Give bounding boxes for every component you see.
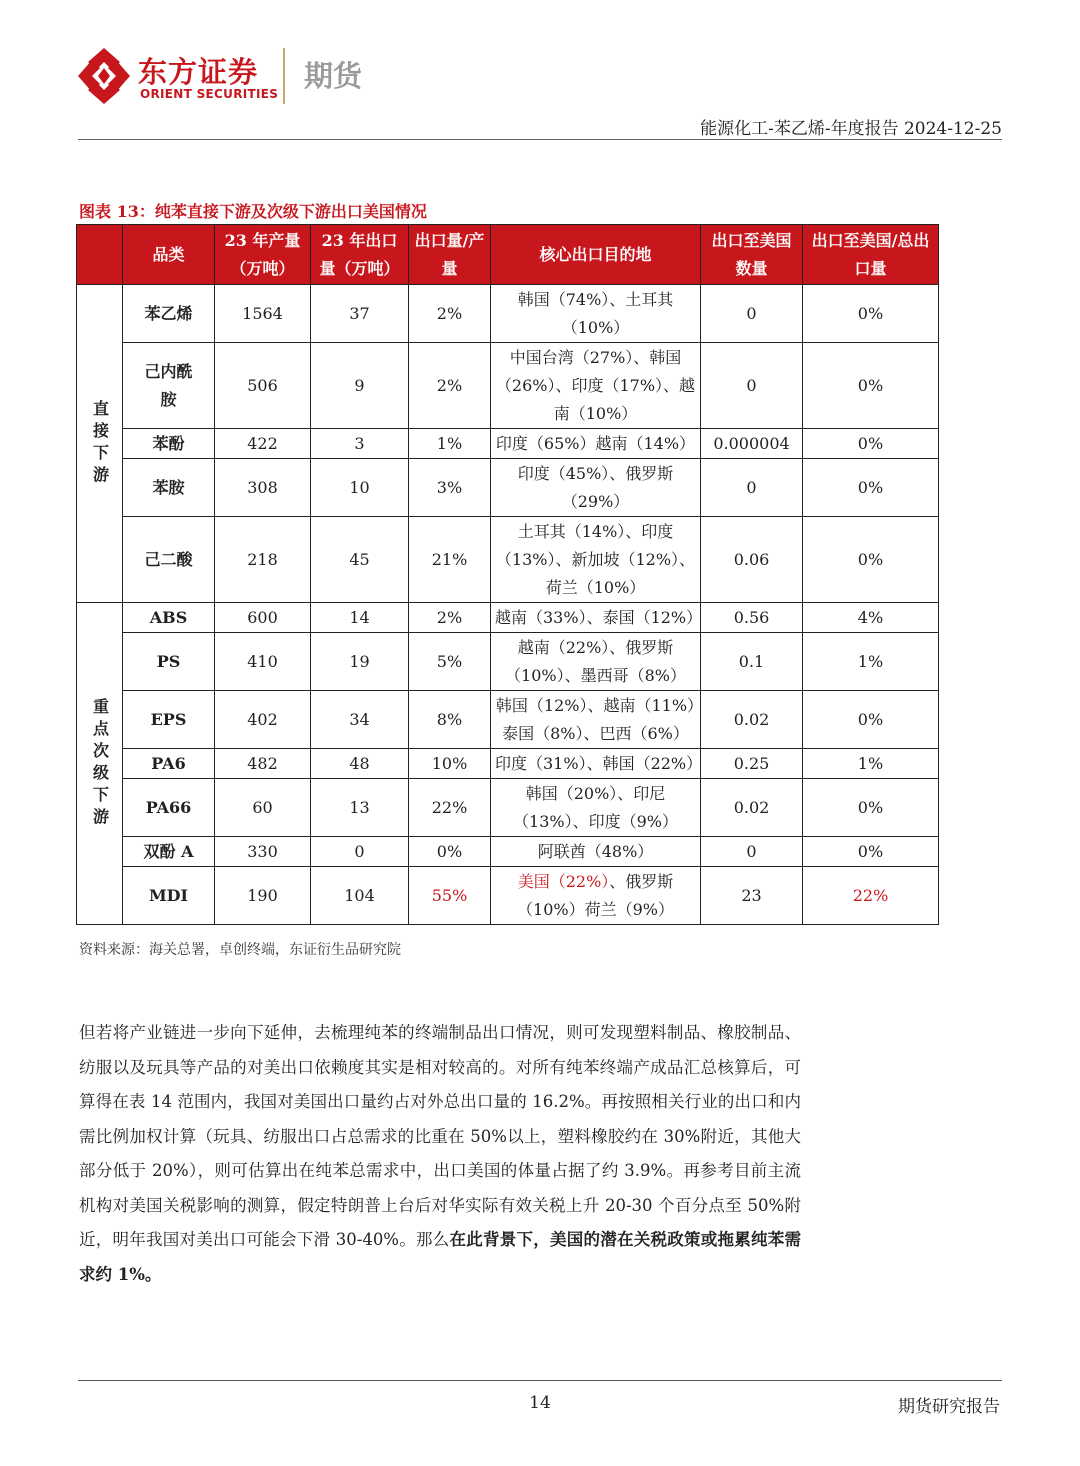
- export-cell: 45: [311, 517, 409, 603]
- header-group-cell: [77, 225, 123, 285]
- us-share-cell: 0%: [803, 837, 939, 867]
- destination-highlight: 美国（22%）: [517, 871, 610, 891]
- us-quantity-cell: 0.02: [701, 779, 803, 837]
- table-row: [77, 603, 939, 633]
- ratio-cell: 1%: [409, 429, 491, 459]
- export-table: [76, 224, 939, 925]
- ratio-cell: 10%: [409, 749, 491, 779]
- production-cell: 600: [215, 603, 311, 633]
- table-row: [77, 633, 939, 691]
- footer-divider: [78, 1380, 1002, 1381]
- footer-label: 期货研究报告: [898, 1397, 1000, 1417]
- us-quantity-cell: 0: [701, 459, 803, 517]
- us-share-cell: 22%: [803, 867, 939, 925]
- body-text-bold: 在此背景下，美国的潜在关税政策或拖累纯苯需求约 1%。: [79, 1230, 801, 1284]
- production-cell: 482: [215, 749, 311, 779]
- export-cell: 34: [311, 691, 409, 749]
- us-quantity-cell: 0: [701, 343, 803, 429]
- column-header: 出口至美国/总出口量: [803, 225, 939, 285]
- table-row: [77, 867, 939, 925]
- category-cell: PS: [123, 633, 215, 691]
- export-cell: 3: [311, 429, 409, 459]
- category-cell: MDI: [123, 867, 215, 925]
- category-cell: 苯胺: [123, 459, 215, 517]
- ratio-cell: 2%: [409, 603, 491, 633]
- destination-cell: 韩国（74%）、土耳其（10%）: [491, 285, 701, 343]
- table-header-row: [77, 225, 939, 285]
- table-row: [77, 749, 939, 779]
- us-quantity-cell: 0.000004: [701, 429, 803, 459]
- us-share-cell: 0%: [803, 459, 939, 517]
- category-cell: EPS: [123, 691, 215, 749]
- export-cell: 9: [311, 343, 409, 429]
- ratio-cell: 2%: [409, 285, 491, 343]
- ratio-cell: 3%: [409, 459, 491, 517]
- us-quantity-cell: 0: [701, 837, 803, 867]
- production-cell: 1564: [215, 285, 311, 343]
- production-cell: 60: [215, 779, 311, 837]
- export-cell: 10: [311, 459, 409, 517]
- brand-name-en: ORIENT SECURITIES: [140, 87, 279, 101]
- us-quantity-cell: 0.02: [701, 691, 803, 749]
- category-cell: PA66: [123, 779, 215, 837]
- destination-cell: 韩国（12%）、越南（11%）泰国（8%）、巴西（6%）: [491, 691, 701, 749]
- category-cell: 双酚 A: [123, 837, 215, 867]
- orient-securities-logo-icon: [78, 48, 130, 104]
- logo-divider: [283, 48, 285, 104]
- table-source: 资料来源：海关总署，卓创终端，东证衍生品研究院: [79, 942, 401, 958]
- production-cell: 218: [215, 517, 311, 603]
- destination-cell: 阿联酋（48%）: [491, 837, 701, 867]
- export-cell: 104: [311, 867, 409, 925]
- column-header: 出口至美国数量: [701, 225, 803, 285]
- table-row: [77, 691, 939, 749]
- us-share-cell: 0%: [803, 691, 939, 749]
- column-header: 核心出口目的地: [491, 225, 701, 285]
- column-header: 23 年产量（万吨）: [215, 225, 311, 285]
- production-cell: 422: [215, 429, 311, 459]
- category-cell: 己二酸: [123, 517, 215, 603]
- ratio-cell: 22%: [409, 779, 491, 837]
- us-share-cell: 0%: [803, 285, 939, 343]
- figure-title: 图表 13：纯苯直接下游及次级下游出口美国情况: [79, 202, 427, 221]
- ratio-cell: 21%: [409, 517, 491, 603]
- us-quantity-cell: 0.56: [701, 603, 803, 633]
- us-share-cell: 0%: [803, 779, 939, 837]
- export-cell: 37: [311, 285, 409, 343]
- us-share-cell: 1%: [803, 749, 939, 779]
- production-cell: 308: [215, 459, 311, 517]
- production-cell: 410: [215, 633, 311, 691]
- body-text-normal: 但若将产业链进一步向下延伸，去梳理纯苯的终端制品出口情况，则可发现塑料制品、橡胶制品、纺服以及玩具等产品的对美出口依赖度其实是相对较高的。对所有纯苯终端产成品汇总核算后，可算得在表 14 范围内，我国对美国出口量约占对外总出口量的 16.2%。再按照相关行业的出口和内需比例加权计算（玩具、纺服出口占总需求的比重在 50%以上，塑料橡胶约在 30%附近，其他大部分低于 20%），则可估算出在纯苯总需求中，出口美国的体量占据了约 3.9%。再参考目前主流机构对美国关税影响的测算，假定特朗普上台后对华实际有效关税上升 20-30 个百分点至 50%附近，明年我国对美出口可能会下滑 30-40%。那么: [79, 1023, 801, 1249]
- us-share-cell: 0%: [803, 517, 939, 603]
- destination-cell: 印度（65%）越南（14%）: [491, 429, 701, 459]
- destination-cell: 印度（31%）、韩国（22%）: [491, 749, 701, 779]
- us-quantity-cell: 0: [701, 285, 803, 343]
- production-cell: 402: [215, 691, 311, 749]
- table-row: [77, 459, 939, 517]
- destination-rest: 、俄罗斯（10%）荷兰（9%）: [517, 871, 674, 919]
- us-quantity-cell: 23: [701, 867, 803, 925]
- category-cell: 己内酰胺: [123, 343, 215, 429]
- table-row: [77, 343, 939, 429]
- table-row: [77, 517, 939, 603]
- us-share-cell: 4%: [803, 603, 939, 633]
- us-share-cell: 0%: [803, 429, 939, 459]
- table-row: [77, 837, 939, 867]
- export-cell: 13: [311, 779, 409, 837]
- report-title: 能源化工-苯乙烯-年度报告 2024-12-25: [700, 119, 1002, 139]
- export-cell: 0: [311, 837, 409, 867]
- production-cell: 190: [215, 867, 311, 925]
- export-cell: 19: [311, 633, 409, 691]
- production-cell: 506: [215, 343, 311, 429]
- category-cell: 苯乙烯: [123, 285, 215, 343]
- table-row: [77, 285, 939, 343]
- destination-cell: 越南（33%）、泰国（12%）: [491, 603, 701, 633]
- column-header: 品类: [123, 225, 215, 285]
- us-quantity-cell: 0.1: [701, 633, 803, 691]
- destination-cell: 土耳其（14%）、印度（13%）、新加坡（12%）、荷兰（10%）: [491, 517, 701, 603]
- body-paragraph: [79, 1016, 801, 1292]
- production-cell: 330: [215, 837, 311, 867]
- destination-cell: 韩国（20%）、印尼（13%）、印度（9%）: [491, 779, 701, 837]
- page-number: 14: [529, 1393, 551, 1413]
- destination-cell: [491, 867, 701, 925]
- table-row: [77, 429, 939, 459]
- us-quantity-cell: 0.25: [701, 749, 803, 779]
- us-share-cell: 0%: [803, 343, 939, 429]
- brand-logo: [78, 46, 378, 106]
- header-divider: [78, 139, 1002, 140]
- column-header: 23 年出口量（万吨）: [311, 225, 409, 285]
- destination-cell: 中国台湾（27%）、韩国（26%）、印度（17%）、越南（10%）: [491, 343, 701, 429]
- ratio-cell: 5%: [409, 633, 491, 691]
- brand-name-cn: 东方证券: [138, 55, 259, 89]
- group-label: 重点次级下游: [77, 603, 123, 925]
- destination-cell: 越南（22%）、俄罗斯（10%）、墨西哥（8%）: [491, 633, 701, 691]
- ratio-cell: 55%: [409, 867, 491, 925]
- export-cell: 14: [311, 603, 409, 633]
- export-cell: 48: [311, 749, 409, 779]
- category-cell: 苯酚: [123, 429, 215, 459]
- destination-cell: 印度（45%）、俄罗斯（29%）: [491, 459, 701, 517]
- us-share-cell: 1%: [803, 633, 939, 691]
- table-row: [77, 779, 939, 837]
- ratio-cell: 0%: [409, 837, 491, 867]
- category-cell: PA6: [123, 749, 215, 779]
- ratio-cell: 2%: [409, 343, 491, 429]
- column-header: 出口量/产量: [409, 225, 491, 285]
- category-cell: ABS: [123, 603, 215, 633]
- brand-division: 期货: [304, 59, 363, 93]
- group-label: 直接下游: [77, 285, 123, 603]
- ratio-cell: 8%: [409, 691, 491, 749]
- us-quantity-cell: 0.06: [701, 517, 803, 603]
